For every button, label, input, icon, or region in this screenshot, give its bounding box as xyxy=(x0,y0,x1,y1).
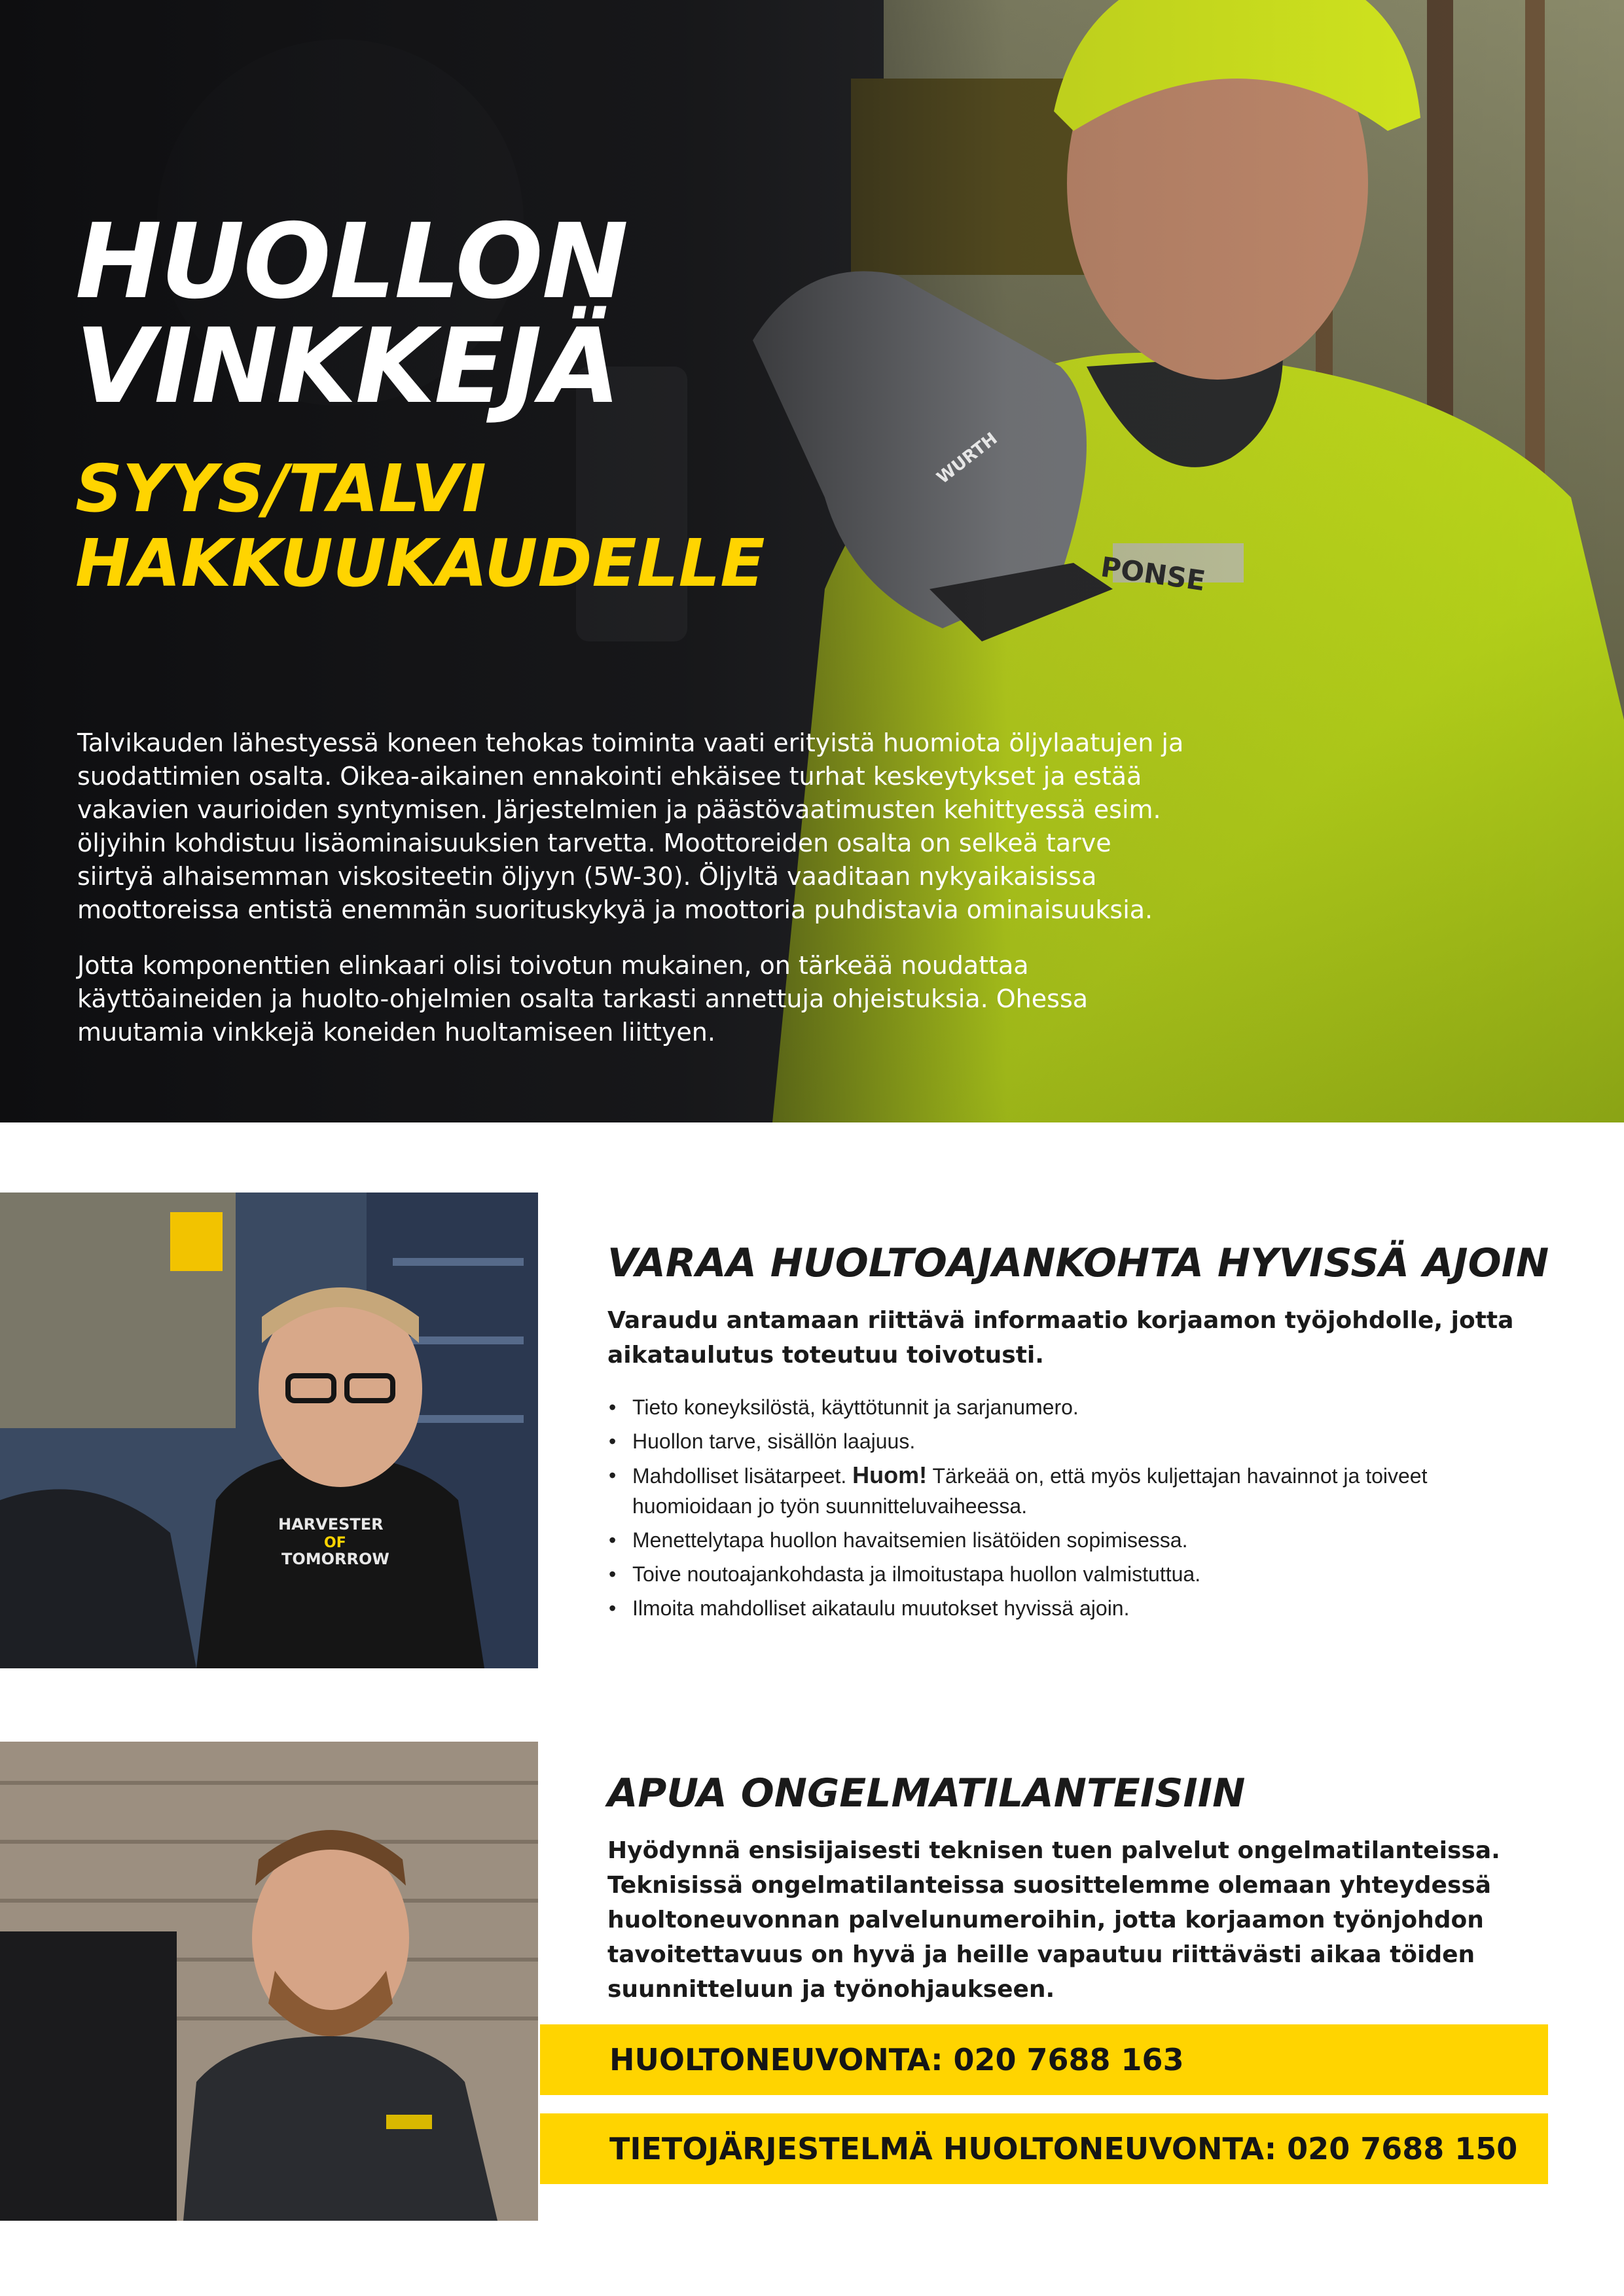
shirt-print-line3: TOMORROW xyxy=(281,1550,389,1568)
hero-subtitle-line1: SYYS/TALVI xyxy=(75,450,486,527)
hero-intro-text xyxy=(77,726,1190,1071)
section2-lead: Hyödynnä ensisijaisesti teknisen tuen palvelut ongelmatilanteissa. Teknisissä ongelmatilanteissa suosittelemme olemaan yhteydessä huoltoneuvonnan palvelunumeroihin, jotta korjaamon työnjohdon tavoitettavuus on hyvä ja heille vapautuu riittävästi aikaa töiden suunnitteluun ja työnohjaukseen. xyxy=(607,1837,1500,2003)
hero-title xyxy=(75,202,861,427)
shirt-print-line1: HARVESTER xyxy=(278,1515,384,1534)
section1-bullet-list xyxy=(607,1392,1550,1623)
list-item: • Ilmoita mahdolliset aikataulu muutokset hyvissä ajoin. xyxy=(607,1593,1550,1623)
section1-title: VARAA HUOLTOAJANKOHTA HYVISSÄ AJOIN xyxy=(607,1240,1549,1286)
glove-brand-text: WURTH xyxy=(933,429,1001,488)
photo-technical-support xyxy=(0,1742,538,2221)
list-item: • Menettelytapa huollon havaitsemien lisätöiden sopimisessa. xyxy=(607,1525,1550,1555)
phone-bar-it-service xyxy=(540,2113,1548,2184)
hero-paragraph-1: Talvikauden lähestyessä koneen tehokas toiminta vaati erityistä huomiota öljylaatujen ja suodattimien osalta. Oikea-aikainen ennakointi ehkäisee turhat keskeytykset ja estää vakavien vaurioiden syntymisen. Järjestelmien ja päästövaatimusten kehittyessä esim. öljyihin kohdistuu lisäominaisuuksien tarvetta. Moottoreiden osalta on selkeä tarve siirtyä alhaisemman viskositeetin öljyyn (5W-30). Öljyltä vaaditaan nykyaikaisissa moottoreissa entistä enemmän suorituskykyä ja moottoria puhdistavia ominaisuuksia. xyxy=(77,728,1184,924)
section-book-service xyxy=(607,1240,1550,1627)
photo-service-advisor-image xyxy=(0,1193,538,1668)
list-item xyxy=(607,1460,1550,1521)
photo-service-advisor xyxy=(0,1193,538,1668)
jacket-logo-text: PONSE xyxy=(1098,550,1208,598)
shirt-print-line2: OF xyxy=(324,1535,346,1551)
section1-lead: Varaudu antamaan riittävä informaatio korjaamon työjohdolle, jotta aikataulutus toteutuu toivotusti. xyxy=(607,1307,1514,1369)
bullet3-suffix: Tärkeää on, että myös kuljettajan havainnot ja toiveet huomioidaan jo työn suunnitteluvaiheessa. xyxy=(632,1464,1428,1518)
phone-it-service-advice[interactable]: TIETOJÄRJESTELMÄ HUOLTONEUVONTA: 020 7688 150 xyxy=(609,2131,1518,2166)
hero-title-line1: HUOLLON xyxy=(75,202,628,322)
hero-subtitle-line2: HAKKUUKAUDELLE xyxy=(75,525,765,601)
list-item: • Huollon tarve, sisällön laajuus. xyxy=(607,1426,1550,1456)
list-item: • Tieto koneyksilöstä, käyttötunnit ja sarjanumero. xyxy=(607,1392,1550,1422)
phone-service-advice[interactable]: HUOLTONEUVONTA: 020 7688 163 xyxy=(609,2042,1184,2077)
hero-title-line2: VINKKEJÄ xyxy=(75,306,620,427)
bullet3-prefix: Mahdolliset lisätarpeet. xyxy=(632,1464,847,1488)
photo-technical-support-image xyxy=(0,1742,538,2221)
list-item: • Toive noutoajankohdasta ja ilmoitustapa huollon valmistuttua. xyxy=(607,1559,1550,1589)
hero-subtitle xyxy=(75,452,926,601)
section2-title: APUA ONGELMATILANTEISIIN xyxy=(607,1770,1246,1816)
bullet3-emphasis: Huom! xyxy=(852,1462,928,1488)
section-troubleshooting xyxy=(607,1770,1550,2007)
hero-paragraph-2: Jotta komponenttien elinkaari olisi toivotun mukainen, on tärkeää noudattaa käyttöaineiden ja huolto-ohjelmien osalta tarkasti annettuja ohjeistuksia. Ohessa muutamia vinkkejä koneiden huoltamiseen liittyen. xyxy=(77,951,1089,1047)
hero-banner xyxy=(0,0,1624,1122)
phone-bar-service xyxy=(540,2024,1548,2095)
